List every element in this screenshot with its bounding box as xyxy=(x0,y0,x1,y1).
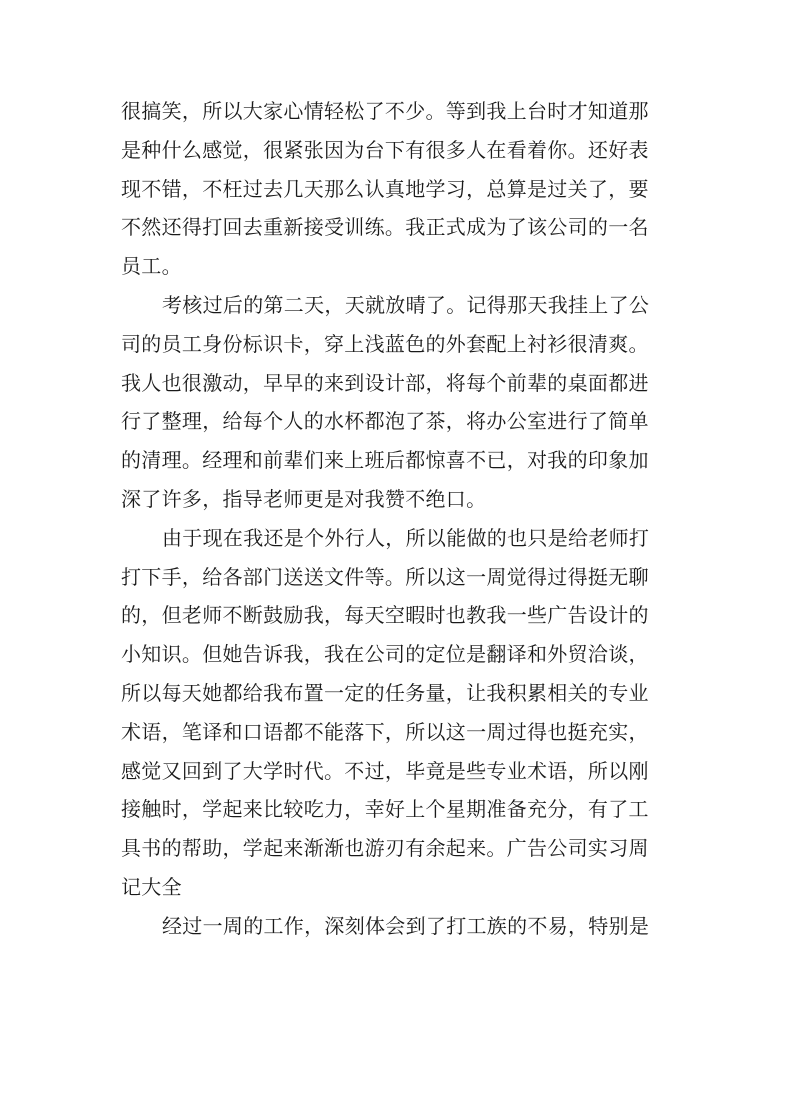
text-line: 打下手，给各部门送送文件等。所以这一周觉得过得挺无聊 xyxy=(121,564,649,589)
text-line: 的，但老师不断鼓励我，每天空暇时也教我一些广告设计的 xyxy=(121,603,649,628)
body-text xyxy=(121,92,681,946)
text-line: 的清理。经理和前辈们来上班后都惊喜不已，对我的印象加 xyxy=(121,448,649,473)
text-line: 所以每天她都给我布置一定的任务量，让我积累相关的专业 xyxy=(121,680,649,705)
text-line: 是种什么感觉，很紧张因为台下有很多人在看着你。还好表 xyxy=(121,137,649,162)
text-line: 深了许多，指导老师更是对我赞不绝口。 xyxy=(121,486,487,511)
text-line: 司的员工身份标识卡，穿上浅蓝色的外套配上衬衫很清爽。 xyxy=(121,331,649,356)
text-line: 不然还得打回去重新接受训练。我正式成为了该公司的一名 xyxy=(121,215,649,240)
text-line: 小知识。但她告诉我，我在公司的定位是翻译和外贸洽谈， xyxy=(121,642,649,667)
paragraph-first-line: 经过一周的工作，深刻体会到了打工族的不易，特别是 xyxy=(162,913,650,938)
paragraph-first-line: 考核过后的第二天，天就放晴了。记得那天我挂上了公 xyxy=(162,292,650,317)
text-line: 我人也很激动，早早的来到设计部，将每个前辈的桌面都进 xyxy=(121,370,649,395)
text-line: 行了整理，给每个人的水杯都泡了茶，将办公室进行了简单 xyxy=(121,409,649,434)
text-line: 具书的帮助，学起来渐渐也游刃有余起来。广告公司实习周 xyxy=(121,836,649,861)
text-line: 很搞笑，所以大家心情轻松了不少。等到我上台时才知道那 xyxy=(121,99,649,123)
text-line: 感觉又回到了大学时代。不过，毕竟是些专业术语，所以刚 xyxy=(121,758,649,783)
text-line: 现不错，不枉过去几天那么认真地学习，总算是过关了，要 xyxy=(121,176,649,201)
text-line: 记大全 xyxy=(121,874,182,899)
text-line: 员工。 xyxy=(121,254,182,279)
text-line: 术语，笔译和口语都不能落下，所以这一周过得也挺充实， xyxy=(121,719,649,744)
paragraph-first-line: 由于现在我还是个外行人，所以能做的也只是给老师打 xyxy=(162,525,650,550)
text-line: 接触时，学起来比较吃力，幸好上个星期准备充分，有了工 xyxy=(121,797,649,822)
